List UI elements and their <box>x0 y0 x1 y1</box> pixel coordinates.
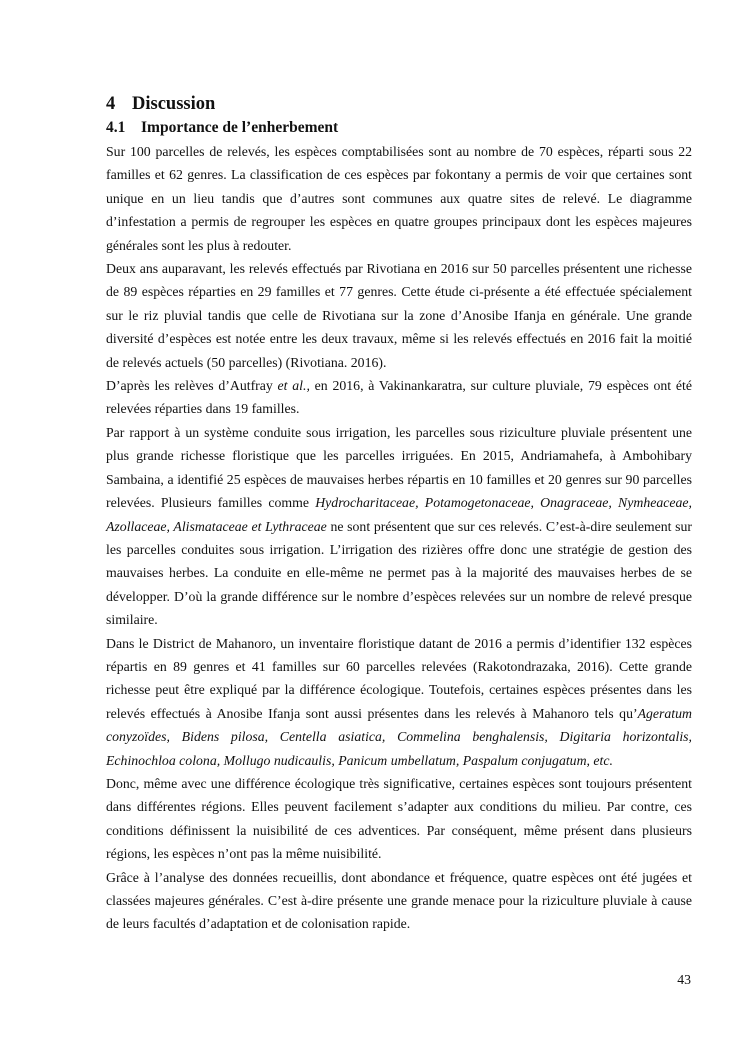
paragraph-rivotiana: Deux ans auparavant, les relevés effectués par Rivotiana en 2016 sur 50 parcelles présentent une richesse de 89 espèces réparties en 29 familles et 77 genres. Cette étude ci-présente a été effectuée spécialement sur le riz pluvial tandis que celle de Rivotiana sur la zone d’Anosibe Ifanja en générale. Une grande diversité d’espèces est notée entre les deux travaux, même si les relevés effectués en 2016 fait la moitié de relevés actuels (50 parcelles) (Rivotiana. 2016). <box>106 261 692 370</box>
page-number: 43 <box>677 972 691 987</box>
paragraph-major-species: Grâce à l’analyse des données recueillis, dont abondance et fréquence, quatre espèces ont été jugées et classées majeures générales. C’est à-dire présente une grande menace pour la riziculture pluviale à cause de leurs facultés d’adaptation et de colonisation rapide. <box>106 869 692 932</box>
paragraph-autfray <box>106 374 692 421</box>
irrigation-text-end: ne sont présentent que sur ces relevés. C’est-à-dire seulement sur les parcelles conduites sous irrigation. L’irrigation des rizières offre donc une stratégie de gestion des mauvaises herbes. La conduite en elle-même ne permet pas à la majorité des mauvaises herbes de se développer. D’où la grande différence sur le nombre d’espèces relevées sur un nombre de relevé presque similaire. <box>106 518 692 628</box>
mahanoro-text-start: Dans le District de Mahanoro, un inventaire floristique datant de 2016 a permis d’identifier 132 espèces répartis en 89 genres et 41 familles sur 60 parcelles relevées (Rakotondrazaka, 2016). Cette grande richesse peut être expliqué par la différence écologique. Toutefois, certaines espèces présentes dans les relevés effectués à Anosibe Ifanja sont aussi présentes dans les relevés à Mahanoro tels qu’ <box>106 635 692 721</box>
paragraph-species-count: Sur 100 parcelles de relevés, les espèces comptabilisées sont au nombre de 70 espèces, réparti sous 22 familles et 62 genres. La classification de ces espèces par fokontany a permis de voir que certaines sont unique en un lieu tandis que d’autres sont communes aux quatre sites de relevé. Le diagramme d’infestation a permis de regrouper les espèces en quatre groupes principaux dont les espèces majeures générales sont les plus à redouter. <box>106 144 692 253</box>
subsection-title: Importance de l’enherbement <box>141 119 339 136</box>
subsection-number: 4.1 <box>106 119 126 136</box>
section-number: 4 <box>106 94 116 114</box>
paragraph-irrigation <box>106 421 692 632</box>
families-italic: Hydrocharitaceae, Potamogetonaceae, Onagraceae, Nymheaceae, Azollaceae, Alismataceae et Lythraceae <box>106 495 692 534</box>
autfray-text-start: D’après les relèves d’Autfray <box>106 378 278 394</box>
subsection-heading <box>106 116 692 140</box>
irrigation-text-start: Par rapport à un système conduite sous irrigation, les parcelles sous riziculture pluviale présentent une plus grande richesse floristique que les parcelles irriguées. En 2015, Andriamahefa, à Ambohibary Sambaina, a identifié 25 espèces de mauvaises herbes répartis en 10 familles et 20 genres sur 90 parcelles relevées. Plusieurs familles comme <box>106 424 692 511</box>
section-title: Discussion <box>132 94 216 114</box>
document-page <box>106 92 692 936</box>
section-heading <box>106 92 692 116</box>
paragraph-ecological-difference: Donc, même avec une différence écologique très significative, certaines espèces sont toujours présentent dans différentes régions. Elles peuvent facilement s’adapter aux conditions du milieu. Par contre, ces conditions définissent la nuisibilité de ces adventices. Par conséquent, même présent dans plusieurs régions, les espèces n’ont pas la même nuisibilité. <box>106 775 692 862</box>
species-list-italic: Ageratum conyzoïdes, Bidens pilosa, Centella asiatica, Commelina benghalensis, Digitaria horizontalis, Echinochloa colona, Mollugo nudicaulis, Panicum umbellatum, Paspalum conjugatum, etc. <box>106 705 692 768</box>
autfray-text-end: en 2016, à Vakinankaratra, sur culture pluviale, 79 espèces ont été relevées réparties dans 19 familles. <box>106 378 692 417</box>
et-al-italic: et al., <box>277 378 310 394</box>
paragraph-mahanoro <box>106 632 692 772</box>
